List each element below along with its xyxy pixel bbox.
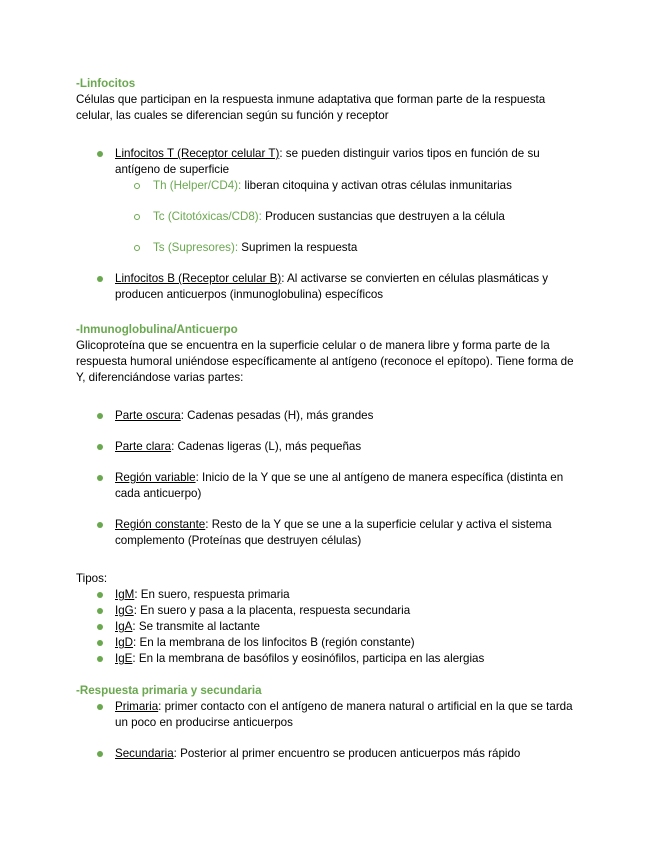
- list-item-igd: [76, 635, 576, 651]
- term-region-constante: Región constante: [115, 518, 206, 531]
- text-secundaria: : Posterior al primer encuentro se producen anticuerpos más rápido: [173, 747, 521, 760]
- list-item-secundaria: [76, 746, 576, 762]
- heading-linfocitos: -Linfocitos: [76, 77, 136, 90]
- label-tipos: Tipos:: [76, 572, 108, 585]
- list-item-parte-clara: [76, 439, 576, 455]
- heading-respuesta: -Respuesta primaria y secundaria: [76, 684, 262, 697]
- list-linfocitos: [76, 146, 576, 303]
- list-tipos: [76, 587, 576, 667]
- term-secundaria: Secundaria: [115, 747, 174, 760]
- sublist-linfocitos-t: [115, 178, 576, 256]
- intro-inmunoglobulina: Glicoproteína que se encuentra en la superficie celular o de manera libre y forma parte de la respuesta humoral uniéndose específicamente al antígeno (reconoce el epítopo). Tiene forma de Y, diferenciándose varias partes:: [76, 339, 574, 384]
- term-parte-oscura: Parte oscura: [115, 409, 181, 422]
- text-ige: : En la membrana de basófilos y eosinófilos, participa en las alergias: [132, 652, 485, 665]
- sublist-item-th: [76, 178, 576, 194]
- list-item-primaria: [76, 699, 576, 731]
- text-region-variable: : Inicio de la Y que se une al antígeno de manera específica (distinta en cada anticuerpo): [115, 471, 564, 500]
- text-iga: : Se transmite al lactante: [132, 620, 260, 633]
- text-ts: Suprimen la respuesta: [238, 241, 358, 254]
- text-parte-oscura: : Cadenas pesadas (H), más grandes: [180, 409, 374, 422]
- list-respuesta: [76, 699, 576, 762]
- list-item-linfocitos-b: [76, 271, 576, 303]
- text-th: liberan citoquina y activan otras células inmunitarias: [241, 179, 512, 192]
- term-parte-clara: Parte clara: [115, 440, 172, 453]
- list-item-linfocitos-t: [76, 146, 576, 256]
- text-igm: : En suero, respuesta primaria: [134, 588, 290, 601]
- intro-linfocitos: Células que participan en la respuesta inmune adaptativa que forman parte de la respuesta celular, las cuales se diferencian según su función y receptor: [76, 93, 546, 122]
- term-linfocitos-b: Linfocitos B (Receptor celular B): [115, 272, 282, 285]
- term-th: Th (Helper/CD4):: [153, 179, 242, 192]
- list-item-region-variable: [76, 470, 576, 502]
- list-item-igg: [76, 603, 576, 619]
- term-primaria: Primaria: [115, 700, 159, 713]
- term-iga: IgA: [115, 620, 133, 633]
- text-igg: : En suero y pasa a la placenta, respuesta secundaria: [133, 604, 411, 617]
- document-page: [76, 76, 576, 762]
- text-tc: Producen sustancias que destruyen a la célula: [261, 210, 505, 223]
- text-linfocitos-b: : Al activarse se convierten en células plasmáticas y producen anticuerpos (inmunoglobulina) específicos: [115, 272, 549, 301]
- term-ts: Ts (Supresores):: [153, 241, 239, 254]
- term-ige: IgE: [115, 652, 133, 665]
- term-linfocitos-t: Linfocitos T (Receptor celular T): [115, 147, 280, 160]
- term-tc: Tc (Citotóxicas/CD8):: [153, 210, 262, 223]
- list-item-parte-oscura: [76, 408, 576, 424]
- term-igg: IgG: [115, 604, 134, 617]
- list-item-region-constante: [76, 517, 576, 549]
- list-item-iga: [76, 619, 576, 635]
- term-igd: IgD: [115, 636, 134, 649]
- sublist-item-ts: [76, 240, 576, 256]
- heading-inmunoglobulina: -Inmunoglobulina/Anticuerpo: [76, 323, 238, 336]
- text-region-constante: : Resto de la Y que se une a la superficie celular y activa el sistema complemento (Proteínas que destruyen células): [115, 518, 552, 547]
- term-region-variable: Región variable: [115, 471, 196, 484]
- sublist-item-tc: [76, 209, 576, 225]
- text-igd: : En la membrana de los linfocitos B (región constante): [133, 636, 415, 649]
- list-item-igm: [76, 587, 576, 603]
- text-linfocitos-t: : se pueden distinguir varios tipos en función de su antígeno de superficie: [115, 147, 540, 176]
- list-partes: [76, 408, 576, 549]
- list-item-ige: [76, 651, 576, 667]
- text-parte-clara: : Cadenas ligeras (L), más pequeñas: [171, 440, 362, 453]
- term-igm: IgM: [115, 588, 135, 601]
- text-primaria: : primer contacto con el antígeno de manera natural o artificial en la que se tarda un poco en producirse anticuerpos: [115, 700, 573, 729]
